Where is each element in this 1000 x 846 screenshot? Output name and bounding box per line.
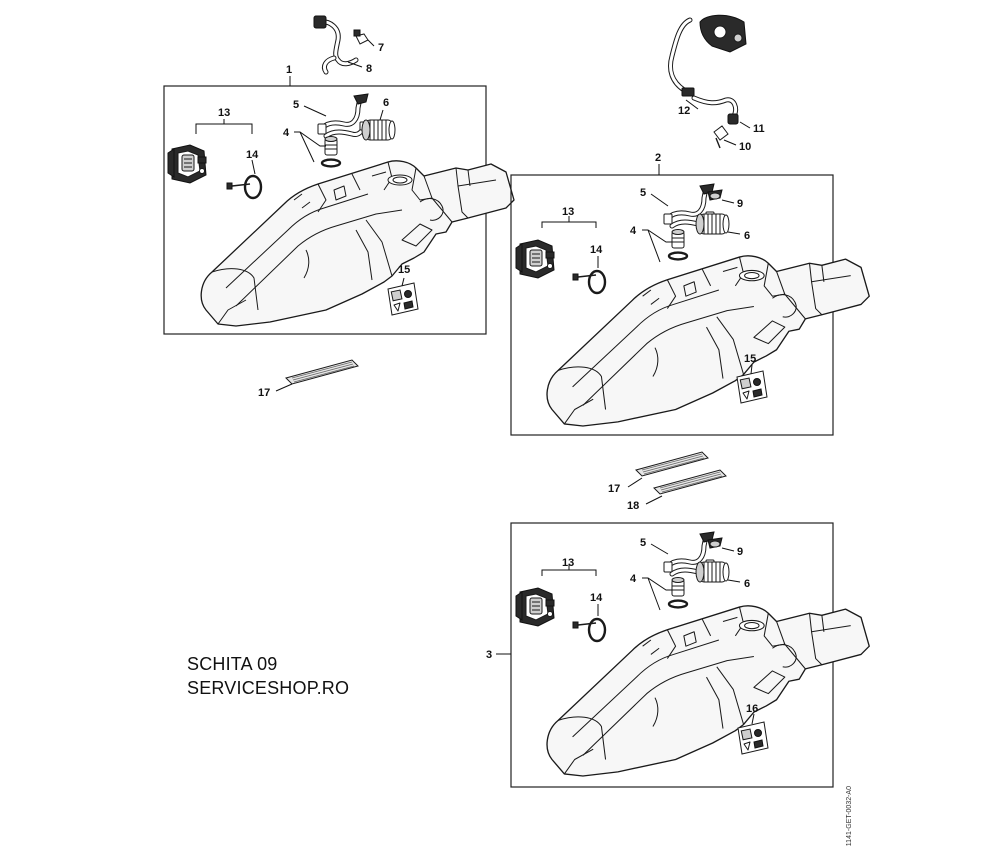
callout-5-c: 5 [640,537,647,549]
callout-11: 11 [753,123,765,135]
callout-6-b: 6 [744,230,751,242]
callout-15-a: 15 [398,264,411,276]
callout-13-b: 13 [562,206,575,218]
callout-13-c: 13 [562,557,575,569]
callout-14-b: 14 [590,244,603,256]
o-ring-14 [245,176,261,198]
vent-hose-11 [694,98,738,124]
callout-9-b: 9 [737,546,744,558]
callout-4-b: 4 [630,225,637,237]
callout-8: 8 [366,63,373,75]
callout-3: 3 [486,649,493,661]
callout-5-a: 5 [293,99,300,111]
tank-cap-13 [168,145,206,183]
vent-hose-8 [314,16,356,72]
filter-6 [362,120,395,140]
callout-5-b: 5 [640,187,647,199]
tank-cap-13-c [516,588,554,626]
document-number: 1141-GET-0032-A0 [846,786,853,846]
o-ring-14-b [589,271,605,293]
callout-4-c: 4 [630,573,637,585]
screw-14-c [573,622,596,628]
caption-line-2: SERVICESHOP.RO [187,678,350,698]
valve-10 [714,126,728,148]
pickup-4 [322,137,340,167]
strip-17-b [636,452,708,476]
callout-14-c: 14 [590,592,603,604]
callout-18: 18 [627,500,640,512]
vent-assembly-12 [671,15,747,96]
callout-13-a: 13 [218,107,231,119]
callout-6-a: 6 [383,97,390,109]
tank-housing-2 [547,256,869,426]
screw-14-b [573,274,596,280]
caption-line-1: SCHITA 09 [187,654,278,674]
strip-18 [654,470,726,494]
callout-14-a: 14 [246,149,259,161]
callout-1: 1 [286,64,293,76]
callout-4-a: 4 [283,127,290,139]
cap-9-c [708,538,722,548]
pickup-4-c [669,578,687,608]
callout-17-a: 17 [258,387,271,399]
tank-housing-3 [547,606,869,776]
warning-label-15-b [737,371,767,403]
filter-6-c [696,562,729,582]
warning-label-16 [738,722,768,754]
fuel-hose-5 [318,94,368,136]
callout-12: 12 [678,105,691,117]
callout-2: 2 [655,152,662,164]
callout-17-b: 17 [608,483,621,495]
pickup-4-b [669,230,687,260]
callout-6-c: 6 [744,578,751,590]
callout-9-a: 9 [737,198,744,210]
vent-valve-7 [354,30,368,44]
cap-9-b [708,190,722,200]
o-ring-14-c [589,619,605,641]
filter-6-b [696,214,729,234]
tank-housing-1 [201,161,514,326]
tank-cap-13-b [516,240,554,278]
callout-7: 7 [378,42,385,54]
strip-17-a [286,360,358,384]
callout-15-b: 15 [744,353,757,365]
screw-14 [227,183,250,189]
callout-10: 10 [739,141,752,153]
callout-16: 16 [746,703,759,715]
warning-label-15 [388,283,418,315]
